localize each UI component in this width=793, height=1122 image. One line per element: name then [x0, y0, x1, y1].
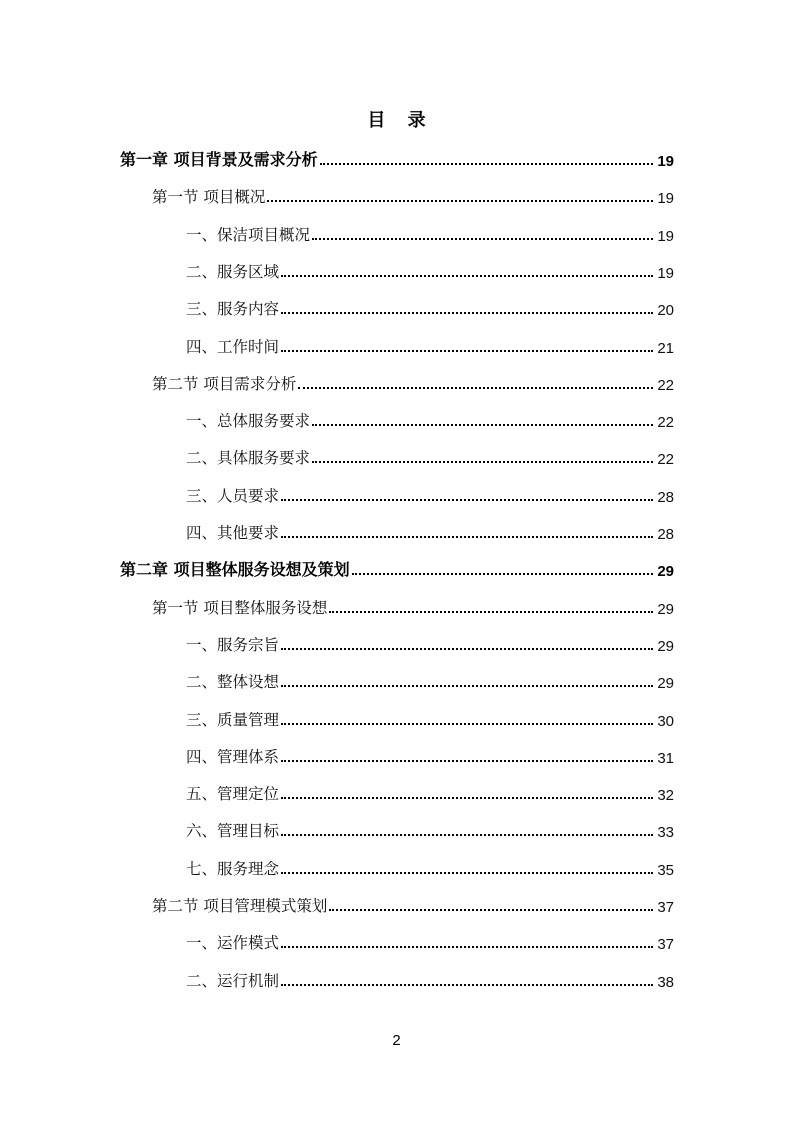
dot-leader [298, 386, 653, 389]
toc-subsection-entry[interactable] [186, 629, 674, 655]
dot-leader [281, 871, 653, 874]
toc-subsection-entry[interactable] [186, 480, 674, 506]
dot-leader [281, 684, 653, 687]
toc-entry-label: 一、运作模式 [186, 934, 280, 953]
toc-subsection-entry[interactable] [186, 965, 674, 991]
dot-leader [352, 572, 654, 575]
toc-entry-page: 31 [657, 749, 674, 767]
toc-entry-label: 五、管理定位 [186, 785, 280, 804]
toc-entry-label: 三、质量管理 [186, 710, 280, 729]
dot-leader [320, 162, 654, 165]
dot-leader [281, 349, 653, 352]
dot-leader [281, 796, 653, 799]
toc-entry-page: 19 [657, 153, 674, 170]
toc-subsection-entry[interactable] [186, 517, 674, 543]
toc-subsection-entry[interactable] [186, 256, 674, 282]
toc-entry-label: 二、具体服务要求 [186, 449, 311, 468]
dot-leader [312, 460, 653, 463]
toc-entry-label: 第二章 项目整体服务设想及策划 [120, 560, 350, 580]
toc-entry-page: 21 [657, 339, 674, 357]
toc-entry-page: 22 [657, 451, 674, 469]
toc-entry-label: 二、整体设想 [186, 673, 280, 692]
toc-entry-label: 第一节 项目概况 [152, 188, 266, 207]
toc-entry-label: 一、服务宗旨 [186, 635, 280, 654]
toc-subsection-entry[interactable] [186, 927, 674, 953]
toc-subsection-entry[interactable] [186, 778, 674, 804]
dot-leader [312, 237, 653, 240]
toc-entry-page: 22 [657, 376, 674, 394]
dot-leader [281, 722, 653, 725]
toc-entry-page: 19 [657, 190, 674, 208]
page-number: 2 [392, 1032, 401, 1049]
toc-entry-label: 六、管理目标 [186, 822, 280, 841]
toc-entry-label: 二、运行机制 [186, 971, 280, 990]
toc-entry-page: 29 [657, 637, 674, 655]
dot-leader [281, 274, 653, 277]
toc-subsection-entry[interactable] [186, 815, 674, 841]
toc-entry-page: 20 [657, 302, 674, 320]
toc-entry-label: 一、总体服务要求 [186, 412, 311, 431]
toc-section-entry[interactable] [152, 368, 674, 394]
toc-entry-page: 28 [657, 488, 674, 506]
toc-chapter-entry[interactable] [120, 144, 674, 170]
dot-leader [281, 311, 653, 314]
toc-entry-label: 二、服务区域 [186, 262, 280, 281]
toc-entry-label: 四、其他要求 [186, 524, 280, 542]
toc-entry-label: 第一章 项目背景及需求分析 [120, 150, 318, 169]
toc-entry-page: 30 [657, 712, 674, 730]
toc-entry-page: 37 [657, 899, 674, 916]
dot-leader [281, 647, 653, 650]
toc-subsection-entry[interactable] [186, 704, 674, 730]
toc-entry-label: 四、管理体系 [186, 747, 280, 766]
toc-entry-page: 38 [657, 973, 674, 991]
toc-entry-page: 22 [657, 414, 674, 432]
toc-entry-page: 28 [657, 526, 674, 543]
dot-leader [281, 759, 653, 762]
toc-entry-label: 第二节 项目需求分析 [152, 374, 297, 393]
toc-subsection-entry[interactable] [186, 219, 674, 245]
toc-subsection-entry[interactable] [186, 741, 674, 767]
toc-entry-page: 19 [657, 264, 674, 282]
toc-entry-label: 三、服务内容 [186, 300, 280, 319]
toc-section-entry[interactable] [152, 181, 674, 207]
toc-entry-label: 第二节 项目管理模式策划 [152, 897, 328, 915]
toc-section-entry[interactable] [152, 890, 674, 916]
toc-subsection-entry[interactable] [186, 853, 674, 879]
dot-leader [267, 199, 653, 202]
dot-leader [281, 535, 653, 538]
toc-entry-page: 37 [657, 936, 674, 954]
toc-title: 目 录 [367, 110, 434, 131]
toc-entry-page: 19 [657, 227, 674, 245]
dot-leader [281, 983, 653, 986]
toc-entry-page: 32 [657, 787, 674, 805]
toc-subsection-entry[interactable] [186, 293, 674, 319]
dot-leader [329, 610, 653, 613]
toc-entry-page: 29 [657, 675, 674, 693]
toc-subsection-entry[interactable] [186, 405, 674, 431]
dot-leader [312, 423, 653, 426]
toc-subsection-entry[interactable] [186, 442, 674, 468]
dot-leader [329, 908, 653, 911]
toc-entry-label: 七、服务理念 [186, 859, 280, 878]
dot-leader [281, 833, 653, 836]
dot-leader [281, 498, 653, 501]
dot-leader [281, 945, 653, 948]
toc-subsection-entry[interactable] [186, 331, 674, 357]
toc-entry-page: 29 [657, 600, 674, 618]
toc-entry-label: 第一节 项目整体服务设想 [152, 598, 328, 617]
toc-entry-page: 35 [657, 861, 674, 879]
toc-entry-page: 29 [657, 563, 674, 581]
toc-entry-page: 33 [657, 824, 674, 842]
toc-subsection-entry[interactable] [186, 666, 674, 692]
toc-entry-label: 三、人员要求 [186, 486, 280, 505]
toc-chapter-entry[interactable] [120, 554, 674, 580]
toc-section-entry[interactable] [152, 592, 674, 618]
toc-entry-label: 四、工作时间 [186, 337, 280, 356]
toc-entry-label: 一、保洁项目概况 [186, 225, 311, 244]
